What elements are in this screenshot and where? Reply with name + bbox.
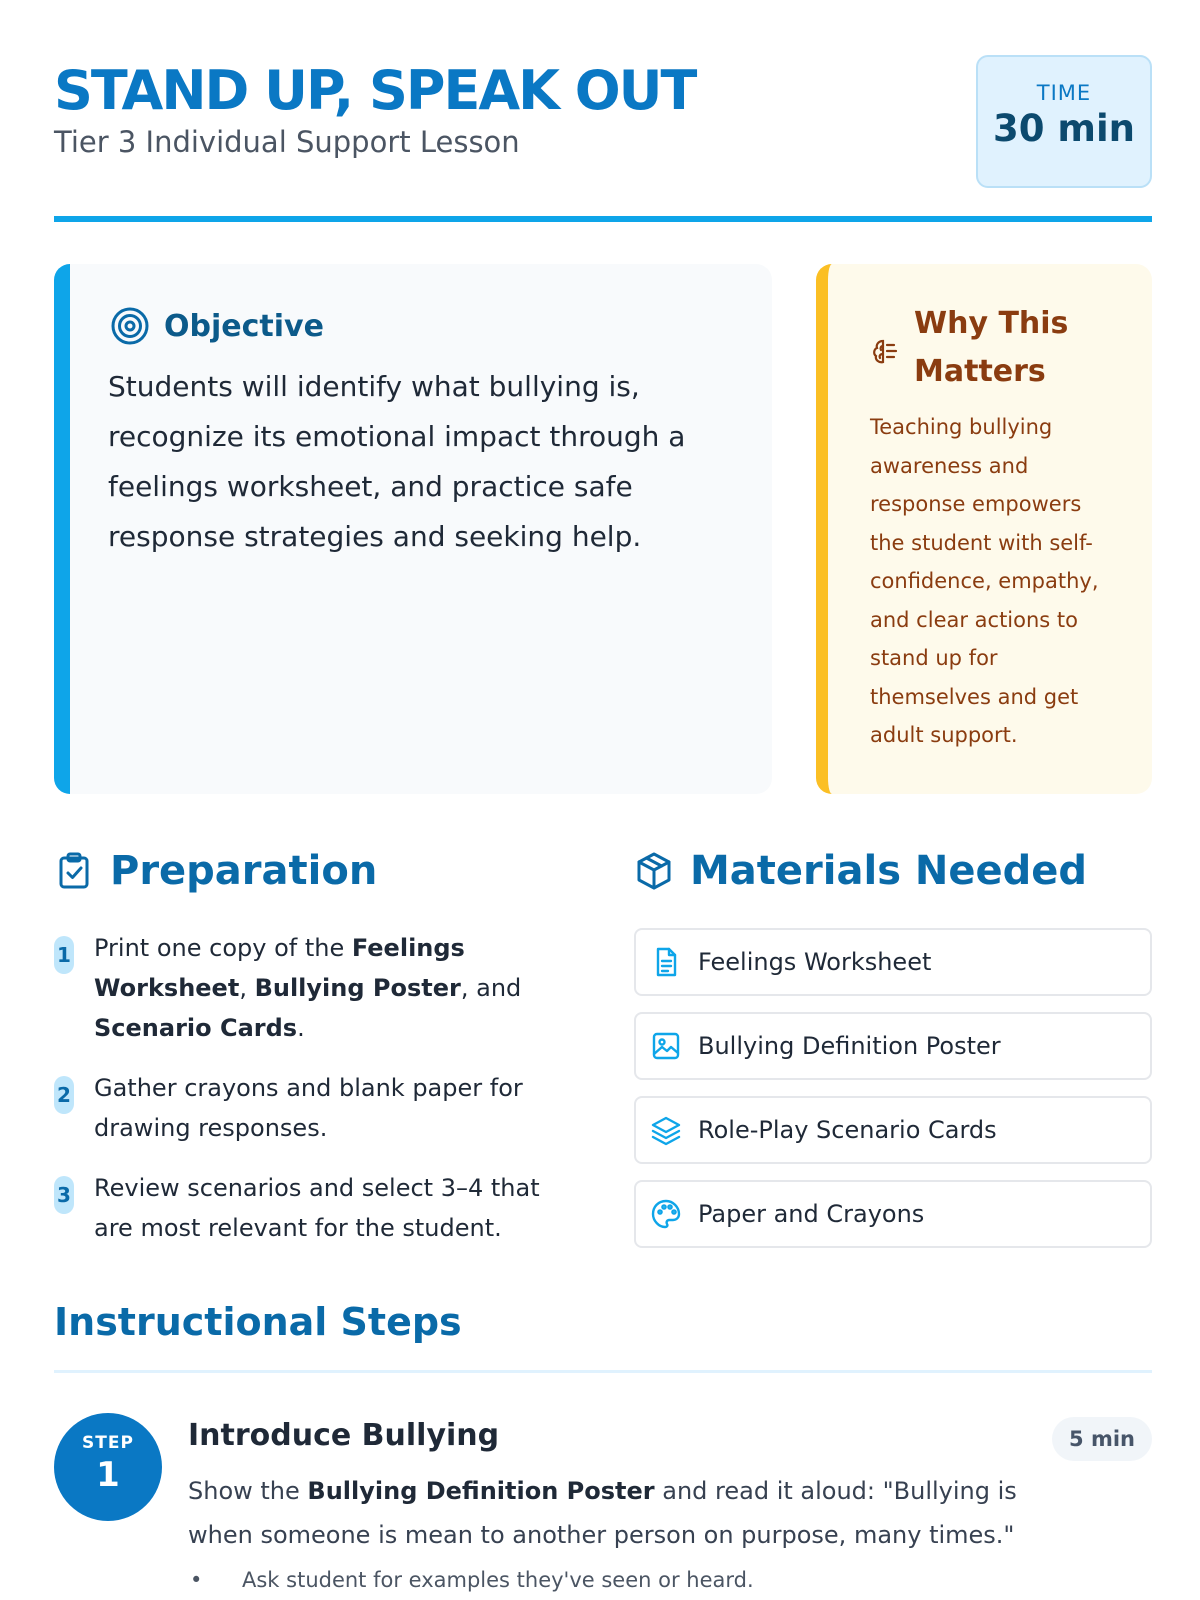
material-label: Paper and Crayons — [698, 1200, 925, 1228]
material-item — [634, 1096, 1152, 1164]
why-card — [816, 264, 1152, 794]
objective-text: Students will identify what bullying is, recognize its emotional impact through a feelings worksheet, and practice safe response strategies and seeking help. — [108, 370, 686, 553]
objective-card — [54, 264, 772, 794]
material-label: Feelings Worksheet — [698, 948, 932, 976]
step-number-badge: 3 — [54, 1176, 74, 1214]
material-item — [634, 1180, 1152, 1248]
layers-icon — [650, 1114, 682, 1146]
step-word: STEP — [82, 1433, 134, 1453]
material-label: Role-Play Scenario Cards — [698, 1116, 997, 1144]
why-title: Why This Matters — [914, 306, 1069, 389]
step-number: 1 — [96, 1455, 120, 1495]
step-number-badge: 1 — [54, 936, 74, 974]
preparation-list — [54, 928, 574, 1268]
material-item — [634, 928, 1152, 996]
materials-list — [634, 928, 1152, 1264]
step-duration-badge: 5 min — [1052, 1417, 1152, 1461]
preparation-text: Gather crayons and blank paper for drawing responses. — [94, 1074, 523, 1142]
step-bullet-list — [214, 1563, 754, 1597]
target-icon — [110, 306, 150, 346]
steps-divider — [54, 1370, 1152, 1373]
time-value: 30 min — [993, 107, 1135, 150]
box-icon — [634, 851, 674, 891]
time-badge — [976, 55, 1152, 188]
list-item — [54, 1068, 574, 1148]
brain-icon — [870, 337, 900, 367]
step-card — [54, 1413, 1152, 1600]
preparation-text: Review scenarios and select 3–4 that are most relevant for the student. — [94, 1174, 540, 1242]
image-icon — [650, 1030, 682, 1062]
document-icon — [650, 946, 682, 978]
list-item: • Ask student for examples they've seen or heard. — [214, 1563, 754, 1597]
objective-title: Objective — [164, 308, 324, 344]
materials-heading — [634, 848, 1087, 894]
clipboard-check-icon — [54, 851, 94, 891]
step-description: Show the Bullying Definition Poster and read it aloud: "Bullying is when someone is mean to another person on purpose, many times." — [188, 1477, 1017, 1549]
step-badge — [54, 1413, 162, 1521]
preparation-heading — [54, 848, 377, 894]
palette-icon — [650, 1198, 682, 1230]
header-divider — [54, 216, 1152, 222]
page-subtitle: Tier 3 Individual Support Lesson — [54, 125, 520, 159]
lesson-header — [54, 52, 1152, 222]
time-label: TIME — [1036, 81, 1092, 105]
material-item — [634, 1012, 1152, 1080]
why-text: Teaching bullying awareness and response empowers the student with self-confidence, empathy, and clear actions to stand up for themselves and get adult support. — [870, 415, 1099, 747]
preparation-title: Preparation — [110, 848, 378, 894]
list-item — [54, 928, 574, 1048]
instructional-steps-title: Instructional Steps — [54, 1300, 462, 1344]
preparation-text: Print one copy of the Feelings Worksheet, Bullying Poster, and Scenario Cards. — [94, 934, 522, 1042]
materials-title: Materials Needed — [690, 848, 1088, 894]
step-number-badge: 2 — [54, 1076, 74, 1114]
list-item — [54, 1168, 574, 1248]
material-label: Bullying Definition Poster — [698, 1032, 1001, 1060]
step-title: Introduce Bullying — [188, 1418, 500, 1453]
page-title: STAND UP, SPEAK OUT — [54, 59, 696, 122]
